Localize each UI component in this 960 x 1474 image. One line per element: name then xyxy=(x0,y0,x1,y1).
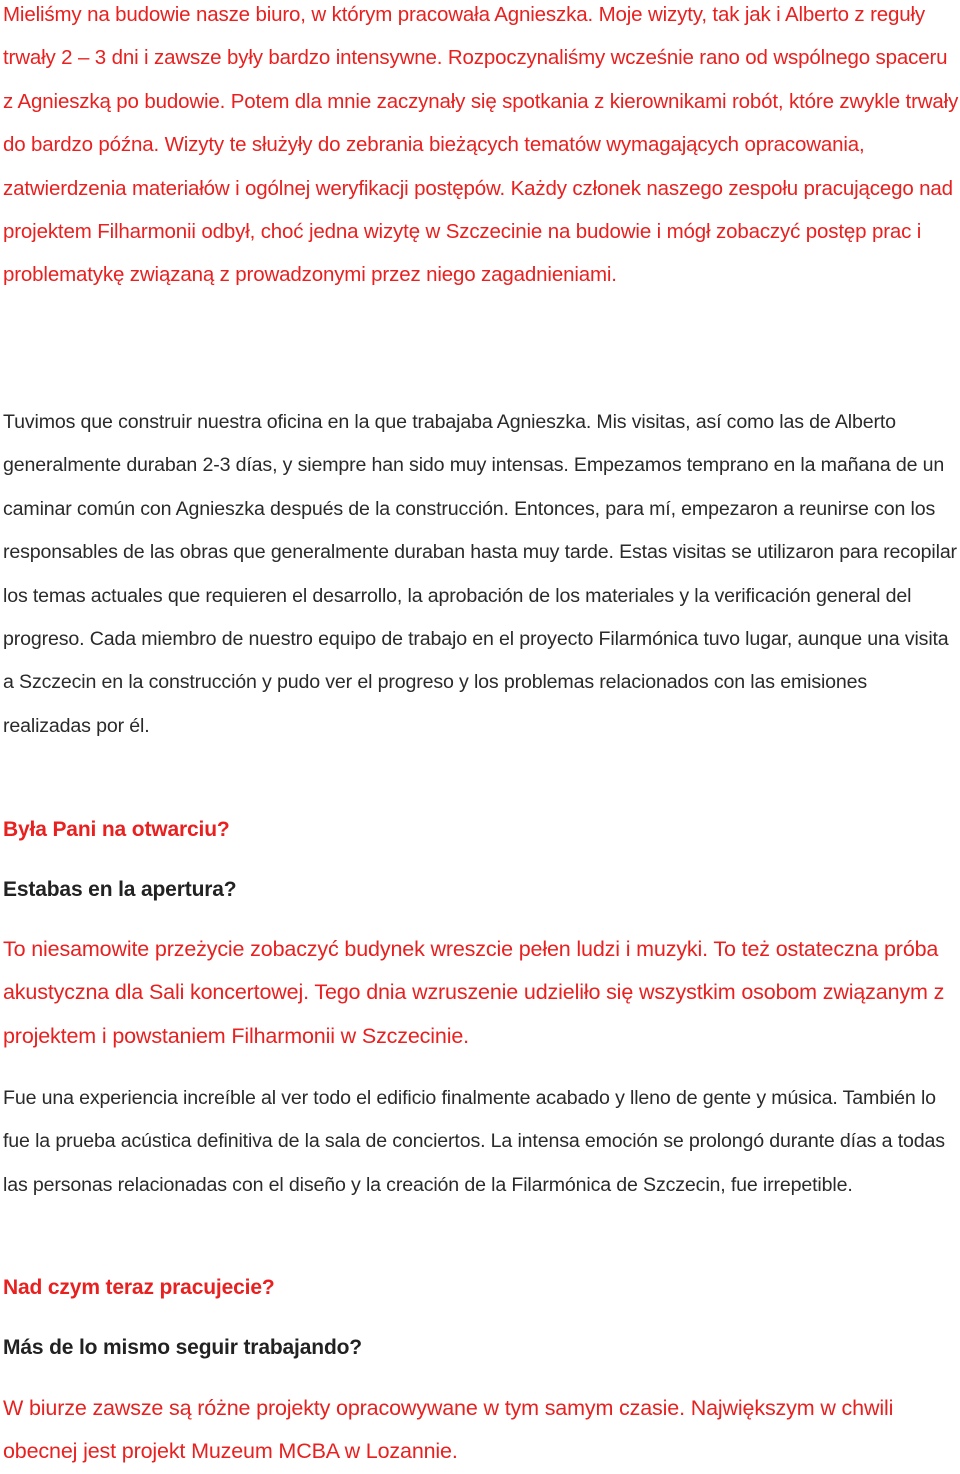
question-polish-opening: Była Pani na otwarciu? xyxy=(3,818,230,841)
paragraph-polish-visits: Mieliśmy na budowie nasze biuro, w którym pracowała Agnieszka. Moje wizyty, tak jak i Alberto z reguły trwały 2 – 3 dni i zawsze były bardzo intensywne. Rozpoczynaliśmy wcześnie rano od wspólnego spaceru z Agnieszką po budowie. Potem dla mnie zaczynały się spotkania z kierownikami robót, które zwykle trwały do bardzo późna. Wizyty te służyły do zebrania bieżących tematów wymagających opracowania, zatwierdzenia materiałów i ogólnej weryfikacji postępów. Każdy członek naszego zespołu pracującego nad projektem Filharmonii odbył, choć jedna wizytę w Szczecinie na budowie i mógł zobaczyć postęp prac i problematykę związaną z prowadzonymi przez niego zagadnieniami. xyxy=(3,3,959,287)
question-polish-current-work: Nad czym teraz pracujecie? xyxy=(3,1276,275,1299)
question-spanish-current-work: Más de lo mismo seguir trabajando? xyxy=(3,1336,362,1359)
paragraph-spanish-visits: Tuvimos que construir nuestra oficina en la que trabajaba Agnieszka. Mis visitas, así como las de Alberto generalmente duraban 2-3 días, y siempre han sido muy intensas. Empezamos temprano en la mañana de un caminar común con Agnieszka después de la construcción. Entonces, para mí, empezaron a reunirse con los responsables de las obras que generalmente duraban hasta muy tarde. Estas visitas se utilizaron para recopilar los temas actuales que requieren el desarrollo, la aprobación de los materiales y la verificación general del progreso. Cada miembro de nuestro equipo de trabajo en el proyecto Filarmónica tuvo lugar, aunque una visita a Szczecin en la construcción y pudo ver el progreso y los problemas relacionados con las emisiones realizadas por él. xyxy=(3,411,957,737)
question-spanish-opening: Estabas en la apertura? xyxy=(3,878,237,901)
answer-spanish-opening: Fue una experiencia increíble al ver todo el edificio finalmente acabado y lleno de gente y música. También lo fue la prueba acústica definitiva de la sala de conciertos. La intensa emoción se prolongó durante días a todas las personas relacionadas con el diseño y la creación de la Filarmónica de Szczecin, fue irrepetible. xyxy=(3,1087,945,1196)
answer-polish-current-work: W biurze zawsze są różne projekty opracowywane w tym samym czasie. Największym w chwili obecnej jest projekt Muzeum MCBA w Lozannie. xyxy=(3,1396,894,1464)
answer-polish-opening: To niesamowite przeżycie zobaczyć budynek wreszcie pełen ludzi i muzyki. To też ostateczna próba akustyczna dla Sali koncertowej. Tego dnia wzruszenie udzieliło się wszystkim osobom związanym z projektem i powstaniem Filharmonii w Szczecinie. xyxy=(3,937,945,1048)
